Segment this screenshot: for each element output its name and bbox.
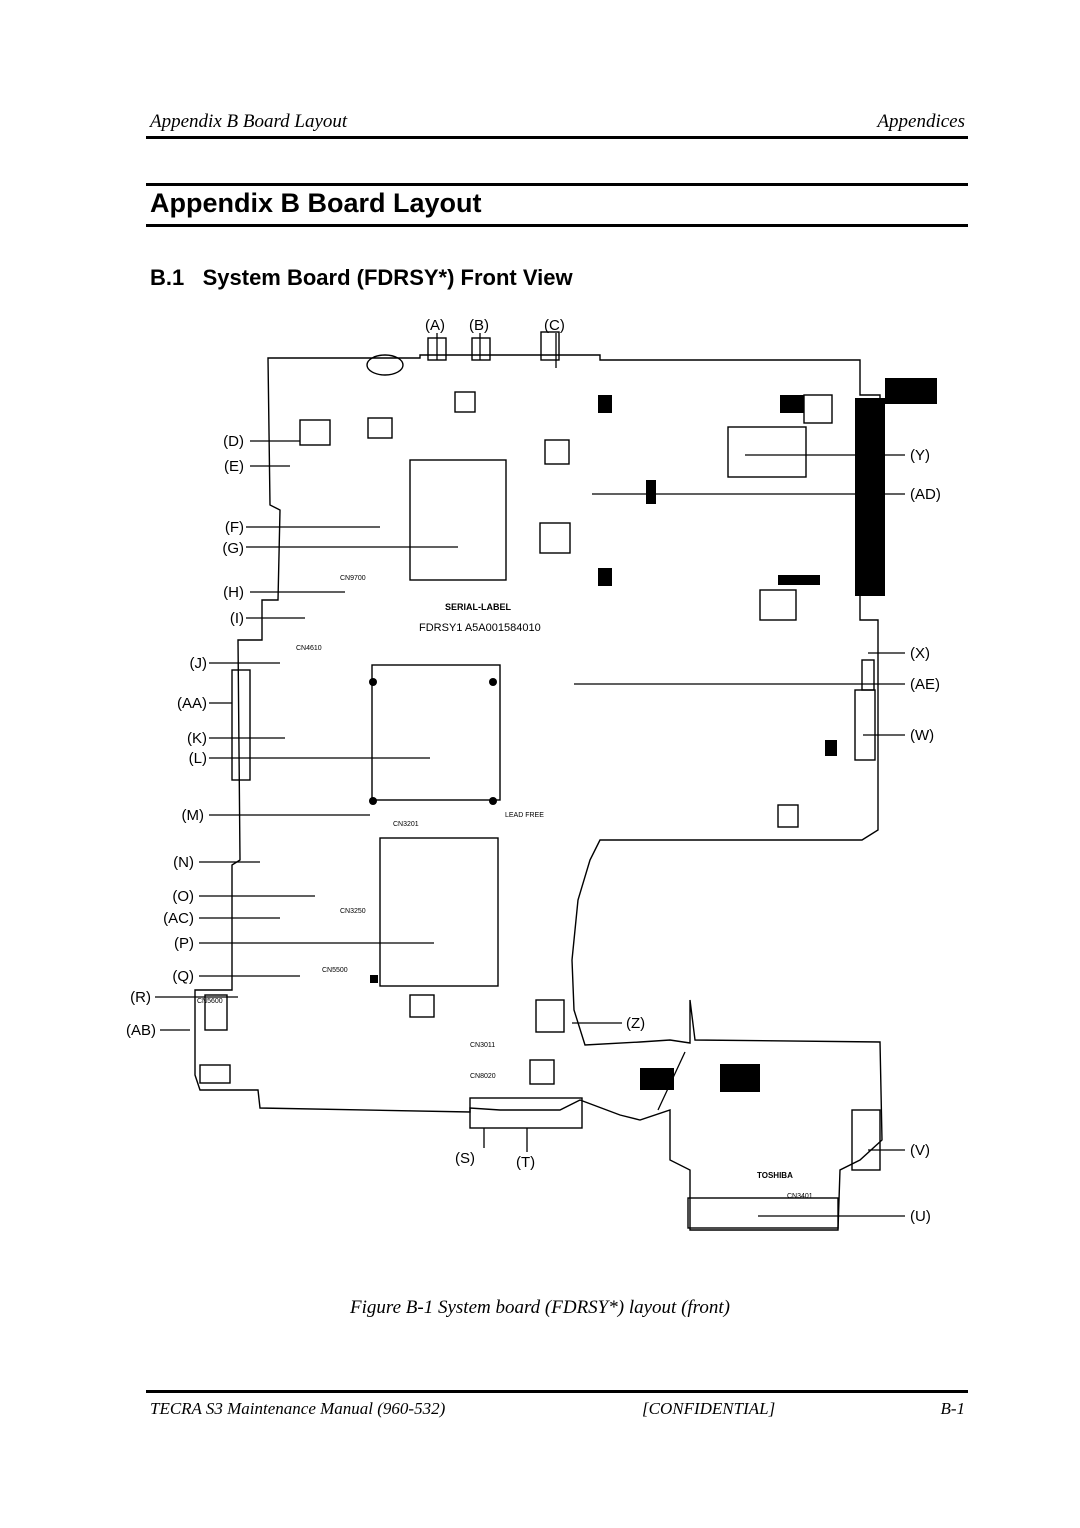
callout-label: (Q)	[172, 968, 194, 985]
callout-label: (M)	[181, 807, 204, 824]
footer-confidential: [CONFIDENTIAL]	[642, 1399, 776, 1418]
cn-label: CN3201	[393, 821, 419, 828]
page-title: Appendix B Board Layout	[150, 188, 482, 218]
callout-label: (F)	[224, 519, 244, 536]
callout-label: (W)	[910, 727, 935, 744]
callout-label: (Y)	[910, 447, 930, 464]
section-number: B.1	[150, 265, 185, 290]
cn-label: CN4610	[296, 645, 322, 652]
toshiba-logo-text: TOSHIBA	[757, 1171, 793, 1180]
callout-label: (U)	[910, 1208, 931, 1225]
callout-label: (K)	[187, 730, 207, 747]
footer-page-number: B-1	[940, 1399, 965, 1418]
cn-label: CN5500	[322, 967, 348, 974]
footer-rule	[146, 1390, 968, 1393]
callout-label: (T)	[516, 1154, 536, 1171]
callout-label: (AD)	[910, 486, 941, 503]
callout-label: (AA)	[177, 695, 207, 712]
callout-label: (AB)	[126, 1022, 156, 1039]
callout-label: (E)	[224, 458, 244, 475]
lead-free-text: LEAD FREE	[505, 812, 544, 819]
cn-label: CN5600	[197, 998, 223, 1005]
section-title: System Board (FDRSY*) Front View	[202, 265, 573, 290]
cn-label: CN3011	[470, 1042, 496, 1049]
callout-label: (I)	[229, 610, 244, 627]
callout-label: (P)	[174, 935, 194, 952]
cn-label: CN8020	[470, 1073, 496, 1080]
callout-label: (G)	[222, 540, 244, 557]
callout-label: (N)	[173, 854, 194, 871]
serial-label-text: SERIAL-LABEL	[445, 602, 511, 612]
callout-label: (B)	[469, 317, 489, 334]
board-id-text: FDRSY1 A5A001584010	[419, 622, 541, 634]
callout-label: (R)	[130, 989, 151, 1006]
callout-label: (AC)	[163, 910, 194, 927]
callout-label: (J)	[189, 655, 207, 672]
callout-label: (V)	[910, 1142, 930, 1159]
callout-label: (L)	[188, 750, 207, 767]
callout-label: (C)	[544, 317, 565, 334]
cn-label: CN3401	[787, 1193, 813, 1200]
callout-label: (S)	[455, 1150, 475, 1167]
figure-caption: Figure B-1 System board (FDRSY*) layout (front)	[350, 1297, 730, 1318]
footer-manual-title: TECRA S3 Maintenance Manual (960-532)	[150, 1399, 446, 1418]
running-header-right: Appendices	[877, 111, 965, 132]
callout-label: (AE)	[910, 676, 940, 693]
callout-label: (H)	[223, 584, 244, 601]
cn-label: CN3250	[340, 908, 366, 915]
callout-label: (O)	[172, 888, 194, 905]
callout-label: (A)	[425, 317, 445, 334]
callout-label: (D)	[223, 433, 244, 450]
cn-label: CN9700	[340, 575, 366, 582]
callout-label: (X)	[910, 645, 930, 662]
running-header-left: Appendix B Board Layout	[150, 111, 348, 132]
callout-label: (Z)	[626, 1015, 646, 1032]
